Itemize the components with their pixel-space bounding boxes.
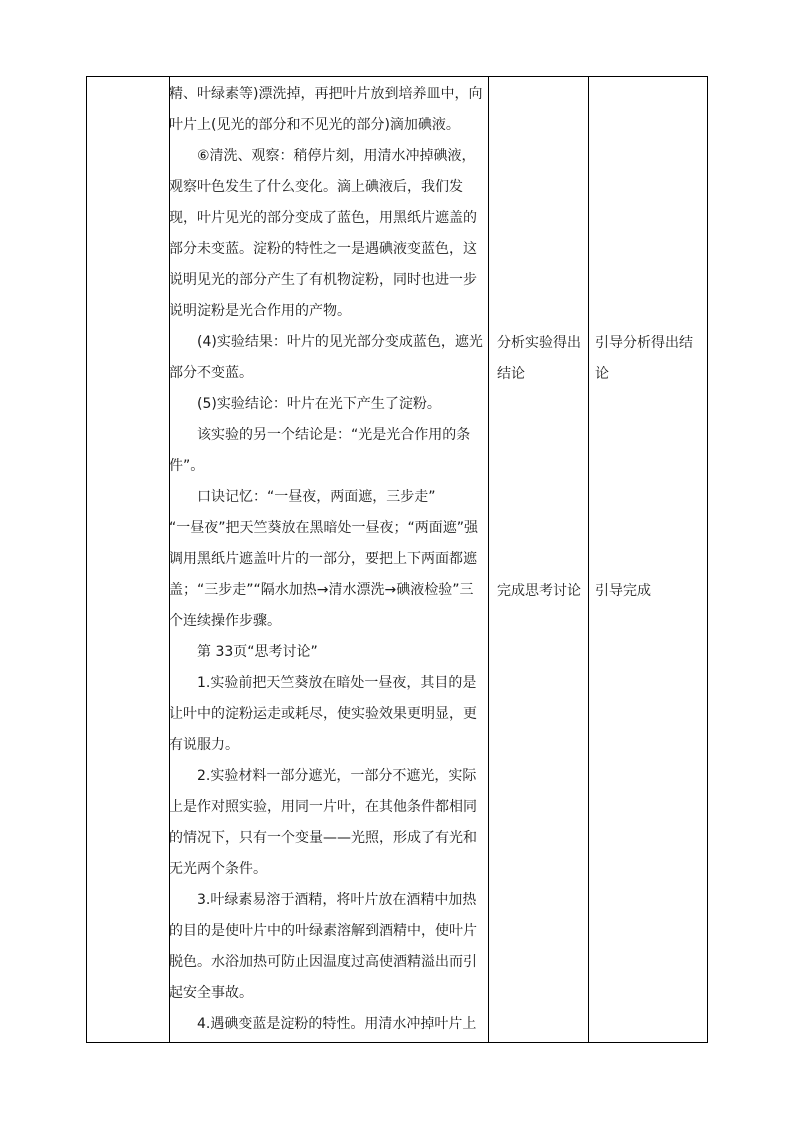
content-paragraph: (5)实验结论：叶片在光下产生了淀粉。: [197, 396, 441, 412]
teacher-activity-text: 引导分析得出结论: [595, 335, 693, 382]
student-activity-cell: [497, 576, 593, 607]
content-paragraph: 口诀记忆：“一昼夜，两面遮，三步走”: [197, 489, 436, 505]
content-paragraph: ⑥清洗、观察：稍停片刻，用清水冲掉碘液，观察叶色发生了什么变化。滴上碘液后，我们发现，叶片见光的部分变成了蓝色，用黑纸片遮盖的部分未变蓝。淀粉的特性之一是遇碘液变蓝色，这说明见光的部分产生了有机物淀粉，同时也进一步说明淀粉是光合作用的产物。: [169, 148, 477, 319]
content-paragraph: 第 33页“思考讨论”: [197, 644, 318, 660]
content-paragraph: 精、叶绿素等)漂洗掉，再把叶片放到培养皿中，向叶片上(见光的部分和不见光的部分)滴加碘液。: [169, 86, 483, 133]
content-paragraph: 该实验的另一个结论是：“光是光合作用的条件”。: [169, 427, 471, 474]
column-divider: [488, 77, 489, 1042]
teacher-activity-cell: [595, 576, 701, 607]
content-paragraph: 4.遇碘变蓝是淀粉的特性。用清水冲掉叶片上: [197, 1016, 477, 1032]
teaching-content-cell: [169, 79, 485, 1040]
content-paragraph: “一昼夜”把天竺葵放在黑暗处一昼夜；“两面遮”强调用黑纸片遮盖叶片的一部分，要把上下两面都遮盖；“三步走”“隔水加热→清水漂洗→碘液检验”三个连续操作步骤。: [169, 520, 479, 629]
student-activity-text: 完成思考讨论: [497, 583, 581, 599]
lesson-plan-table: [86, 76, 708, 1043]
column-divider: [588, 77, 589, 1042]
content-paragraph: 2.实验材料一部分遮光，一部分不遮光，实际上是作对照实验，用同一片叶，在其他条件都相同的情况下，只有一个变量——光照，形成了有光和无光两个条件。: [169, 768, 477, 877]
student-activity-text: 分析实验得出结论: [497, 335, 581, 382]
content-paragraph: 3.叶绿素易溶于酒精，将叶片放在酒精中加热的目的是使叶片中的叶绿素溶解到酒精中，使叶片脱色。水浴加热可防止因温度过高使酒精溢出而引起安全事故。: [169, 892, 477, 1001]
teacher-activity-cell: [595, 328, 701, 390]
student-activity-cell: [497, 328, 593, 390]
teacher-activity-text: 引导完成: [595, 583, 651, 599]
content-paragraph: (4)实验结果：叶片的见光部分变成蓝色，遮光部分不变蓝。: [169, 334, 483, 381]
content-paragraph: 1.实验前把天竺葵放在暗处一昼夜，其目的是让叶中的淀粉运走或耗尽，使实验效果更明显，更有说服力。: [169, 675, 477, 753]
